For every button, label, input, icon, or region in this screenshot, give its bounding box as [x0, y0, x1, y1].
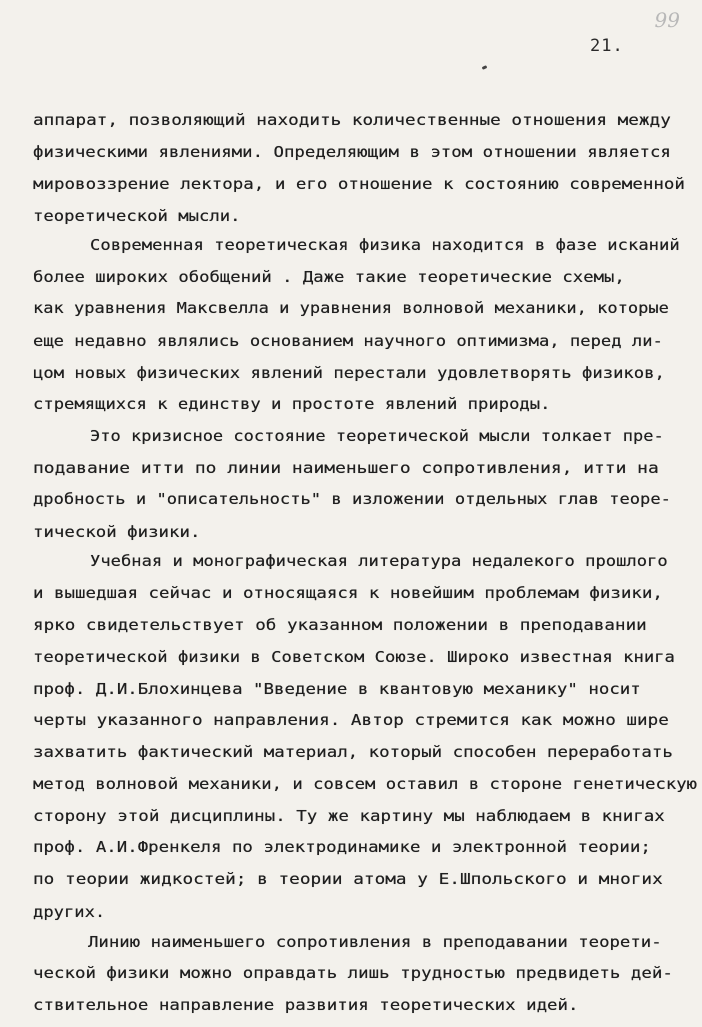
text-line: аппарат, позволяющий находить количественные отношения между — [33, 111, 671, 129]
text-line: и вышедшая сейчас и относящаяся к новейшим проблемам физики, — [33, 584, 663, 602]
text-line: по теории жидкостей; в теории атома у Е.Шпольского и многих — [33, 870, 663, 888]
text-line: метод волновой механики, и совсем оставил в стороне генетическую — [33, 775, 697, 793]
text-line: мировоззрение лектора, и его отношение к состоянию современной — [33, 175, 685, 193]
text-line: сторону этой дисциплины. Ту же картину мы наблюдаем в книгах — [33, 807, 665, 825]
text-line: еще недавно являлись основанием научного оптимизма, перед ли- — [33, 332, 663, 350]
text-line: других. — [33, 903, 106, 921]
text-line: дробность и "описательность" в изложении отдельных глав теоре- — [33, 490, 671, 508]
page-number: 21. — [590, 36, 624, 56]
text-line: теоретической мысли. — [33, 207, 241, 225]
text-line: более широких обобщений . Даже такие теоретические схемы, — [33, 268, 625, 286]
text-line: Современная теоретическая физика находится в фазе исканий — [90, 236, 680, 254]
text-line: захватить фактический материал, который способен переработать — [33, 743, 673, 761]
ink-speck — [482, 65, 488, 70]
text-line: физическими явлениями. Определяющим в этом отношении является — [33, 143, 671, 161]
text-line: подавание итти по линии наименьшего сопротивления, итти на — [33, 459, 659, 477]
text-line: проф. А.И.Френкеля по электродинамике и электронной теории; — [33, 838, 651, 856]
archive-page-mark: 99 — [654, 8, 680, 32]
text-line: как уравнения Максвелла и уравнения волновой механики, которые — [33, 299, 669, 317]
text-line: Учебная и монографическая литература недалекого прошлого — [90, 552, 668, 570]
text-line: проф. Д.И.Блохинцева "Введение в квантовую механику" носит — [33, 680, 641, 698]
text-line: теоретической физики в Советском Союзе. Широко известная книга — [33, 648, 675, 666]
text-line: черты указанного направления. Автор стремится как можно шире — [33, 711, 669, 729]
text-line: стремящихся к единству и простоте явлений природы. — [33, 395, 551, 413]
text-line: Линию наименьшего сопротивления в преподавании теорети- — [88, 933, 662, 951]
text-line: цом новых физических явлений перестали удовлетворять физиков, — [33, 364, 665, 382]
text-line: ярко свидетельствует об указанном положении в преподавании — [33, 616, 647, 634]
text-line: ческой физики можно оправдать лишь трудностью предвидеть дей- — [33, 964, 673, 982]
text-line: тической физики. — [33, 523, 201, 541]
text-line: ствительное направление развития теоретических идей. — [33, 996, 579, 1014]
text-line: Это кризисное состояние теоретической мысли толкает пре- — [90, 427, 664, 445]
